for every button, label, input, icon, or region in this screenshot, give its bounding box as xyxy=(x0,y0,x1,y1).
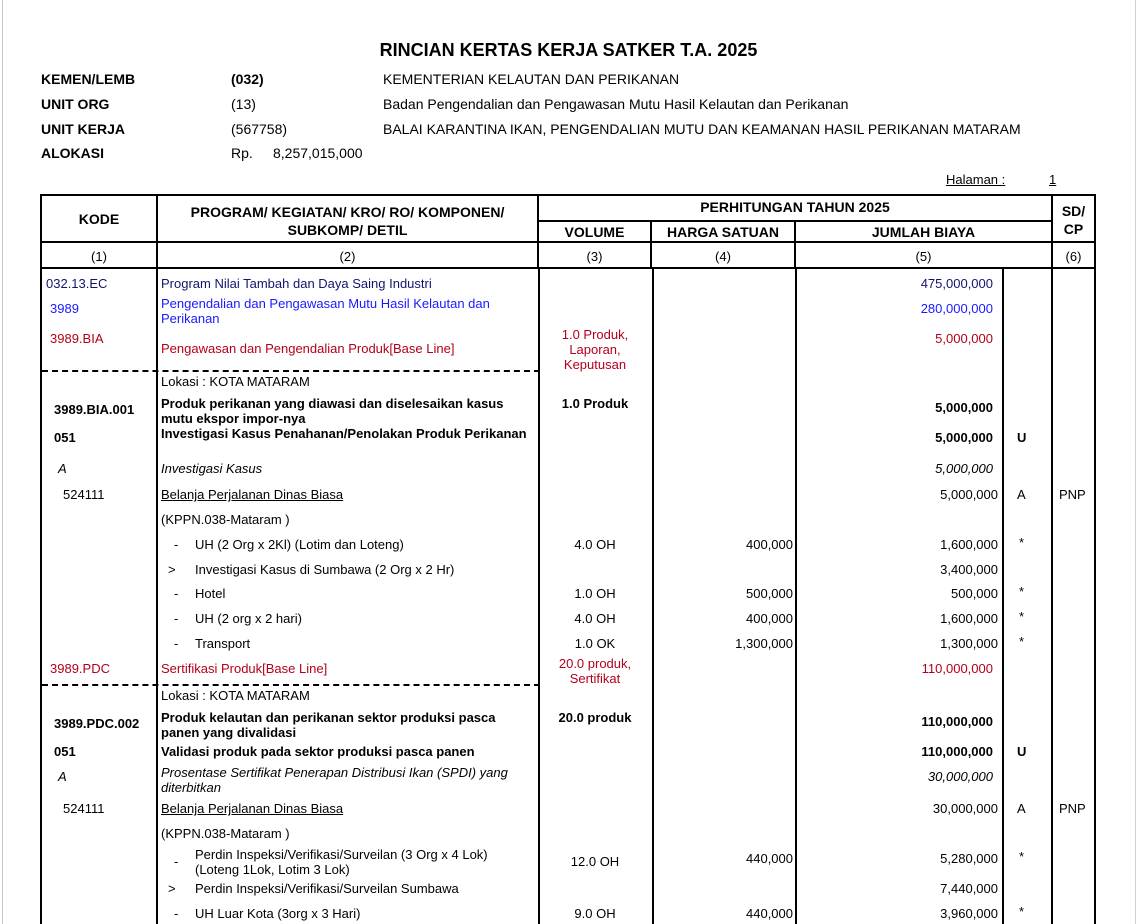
scrollbar-track[interactable] xyxy=(1135,0,1136,924)
header-currency-alokasi: Rp. xyxy=(231,145,253,161)
row-jumlah: 500,000 xyxy=(951,586,998,601)
row-jumlah: 30,000,000 xyxy=(932,801,998,816)
row-volume: 1.0 OH xyxy=(574,586,616,601)
row-jumlah: 5,000,000 xyxy=(935,430,993,445)
row-uraian: Validasi produk pada sektor produksi pasca panen xyxy=(161,744,475,759)
row-uraian: Pengendalian dan Pengawasan Mutu Hasil Kelautan dan Perikanan xyxy=(161,296,490,326)
row-kode: 524111 xyxy=(63,801,105,816)
row-kode: 524111 xyxy=(63,487,105,502)
row-volume: 4.0 OH xyxy=(574,537,616,552)
row-sdcp: PNP xyxy=(1059,801,1086,816)
row-uraian: Belanja Perjalanan Dinas Biasa xyxy=(161,487,344,502)
row-volume: 9.0 OH xyxy=(574,906,616,921)
row-uraian: (KPPN.038-Mataram ) xyxy=(161,512,290,527)
row-kode: 051 xyxy=(54,744,76,759)
header-label-kemen: KEMEN/LEMB xyxy=(41,71,136,87)
row-jumlah: 475,000,000 xyxy=(920,276,993,291)
row-kode: A xyxy=(58,769,67,784)
row-kode: A xyxy=(58,461,67,476)
row-bullet: - xyxy=(174,586,179,601)
row-jumlah: 30,000,000 xyxy=(927,769,993,784)
column-header-jumlah-biaya: JUMLAH BIAYA xyxy=(871,224,976,240)
row-jumlah: 5,280,000 xyxy=(940,851,998,866)
row-uraian: Produk kelautan dan perikanan sektor produksi pasca panen yang divalidasi xyxy=(161,710,496,740)
row-volume: 4.0 OH xyxy=(574,611,616,626)
row-flag: * xyxy=(1019,535,1025,550)
row-harga: 1,300,000 xyxy=(735,636,793,651)
row-jumlah: 110,000,000 xyxy=(921,661,993,676)
header-value-unit-org: Badan Pengendalian dan Pengawasan Mutu Hasil Kelautan dan Perikanan xyxy=(383,96,849,112)
row-jumlah: 3,400,000 xyxy=(940,562,998,577)
row-jumlah: 1,600,000 xyxy=(940,537,998,552)
row-bullet: - xyxy=(174,854,179,869)
row-volume: 20.0 produk xyxy=(558,710,632,725)
header-label-unit-kerja: UNIT KERJA xyxy=(41,121,126,137)
row-flag: * xyxy=(1019,634,1025,649)
row-flag: U xyxy=(1017,430,1027,445)
row-jumlah: 110,000,000 xyxy=(921,714,993,729)
column-number-5: (5) xyxy=(915,249,932,264)
row-volume: 1.0 OK xyxy=(574,636,616,651)
column-number-3: (3) xyxy=(586,249,603,264)
row-bullet: > xyxy=(168,562,176,577)
header-value-kemen: KEMENTERIAN KELAUTAN DAN PERIKANAN xyxy=(383,71,680,87)
row-harga: 400,000 xyxy=(746,537,793,552)
row-uraian: Lokasi : KOTA MATARAM xyxy=(161,688,310,703)
column-number-1: (1) xyxy=(91,249,107,264)
row-flag: * xyxy=(1019,904,1025,919)
row-jumlah: 7,440,000 xyxy=(940,881,998,896)
row-uraian: UH Luar Kota (3org x 3 Hari) xyxy=(195,906,361,921)
row-volume: 12.0 OH xyxy=(570,854,620,869)
row-uraian: Produk perikanan yang diawasi dan diselesaikan kasus mutu ekspor impor-nya xyxy=(161,396,504,426)
row-uraian: Lokasi : KOTA MATARAM xyxy=(161,374,310,389)
column-header-perhitungan: PERHITUNGAN TAHUN 2025 xyxy=(700,199,890,215)
row-jumlah: 1,300,000 xyxy=(940,636,998,651)
row-uraian: Hotel xyxy=(195,586,226,601)
column-number-6: (6) xyxy=(1065,249,1082,264)
row-jumlah: 1,600,000 xyxy=(940,611,998,626)
row-kode: 051 xyxy=(54,430,76,445)
header-value-alokasi: 8,257,015,000 xyxy=(273,145,363,161)
row-uraian: Transport xyxy=(195,636,251,651)
row-flag: * xyxy=(1019,849,1025,864)
row-uraian: Investigasi Kasus di Sumbawa (2 Org x 2 Hr) xyxy=(195,562,455,577)
row-uraian: Perdin Inspeksi/Verifikasi/Surveilan (3 Org x 4 Lok) (Loteng 1Lok, Lotim 3 Lok) xyxy=(195,847,488,877)
row-bullet: - xyxy=(174,537,179,552)
page-edge xyxy=(2,0,3,924)
row-kode: 3989.BIA.001 xyxy=(54,402,135,417)
row-flag: * xyxy=(1019,584,1025,599)
row-uraian: UH (2 Org x 2Kl) (Lotim dan Loteng) xyxy=(195,537,404,552)
document-title: RINCIAN KERTAS KERJA SATKER T.A. 2025 xyxy=(379,40,758,60)
row-flag: A xyxy=(1017,487,1026,502)
row-harga: 500,000 xyxy=(746,586,793,601)
row-kode: 3989.BIA xyxy=(50,331,104,346)
row-volume: 20.0 produk, Sertifikat xyxy=(558,656,632,686)
row-flag: A xyxy=(1017,801,1026,816)
row-jumlah: 5,000,000 xyxy=(935,461,993,476)
row-jumlah: 5,000,000 xyxy=(935,331,993,346)
row-kode: 3989.PDC xyxy=(50,661,110,676)
row-uraian: (KPPN.038-Mataram ) xyxy=(161,826,290,841)
row-bullet: - xyxy=(174,611,179,626)
row-kode: 3989.PDC.002 xyxy=(54,716,140,731)
row-flag: * xyxy=(1019,609,1025,624)
column-header-program: PROGRAM/ KEGIATAN/ KRO/ RO/ KOMPONEN/ SUBKOMP/ DETIL xyxy=(190,204,505,238)
row-uraian: Pengawasan dan Pengendalian Produk[Base Line] xyxy=(161,341,455,356)
row-bullet: - xyxy=(174,906,179,921)
row-uraian: Investigasi Kasus Penahanan/Penolakan Produk Perikanan xyxy=(161,426,527,441)
row-jumlah: 5,000,000 xyxy=(940,487,998,502)
row-jumlah: 3,960,000 xyxy=(940,906,998,921)
column-header-kode: KODE xyxy=(78,211,120,227)
row-uraian: UH (2 org x 2 hari) xyxy=(195,611,302,626)
row-harga: 400,000 xyxy=(746,611,793,626)
header-code-unit-kerja: (567758) xyxy=(231,121,288,137)
column-number-2: (2) xyxy=(339,249,356,264)
page-number: 1 xyxy=(1049,172,1057,187)
header-label-alokasi: ALOKASI xyxy=(41,145,104,161)
header-value-unit-kerja: BALAI KARANTINA IKAN, PENGENDALIAN MUTU DAN KEAMANAN HASIL PERIKANAN MATARAM xyxy=(383,121,1021,137)
row-jumlah: 280,000,000 xyxy=(920,301,993,316)
header-label-unit-org: UNIT ORG xyxy=(41,96,110,112)
row-uraian: Investigasi Kasus xyxy=(161,461,263,476)
row-uraian: Prosentase Sertifikat Penerapan Distribusi Ikan (SPDI) yang diterbitkan xyxy=(161,765,508,795)
column-number-4: (4) xyxy=(715,249,731,264)
header-code-unit-org: (13) xyxy=(231,96,256,112)
row-harga: 440,000 xyxy=(746,906,793,921)
row-kode: 032.13.EC xyxy=(46,276,108,291)
column-header-harga-satuan: HARGA SATUAN xyxy=(667,224,779,240)
header-code-kemen: (032) xyxy=(231,71,264,87)
row-uraian: Sertifikasi Produk[Base Line] xyxy=(161,661,328,676)
page-label: Halaman : xyxy=(946,172,1006,187)
row-harga: 440,000 xyxy=(746,851,793,866)
row-sdcp: PNP xyxy=(1059,487,1086,502)
row-uraian: Program Nilai Tambah dan Daya Saing Industri xyxy=(161,276,432,291)
row-kode: 3989 xyxy=(50,301,79,316)
row-flag: U xyxy=(1017,744,1027,759)
row-volume: 1.0 Produk, Laporan, Keputusan xyxy=(561,327,629,372)
row-jumlah: 5,000,000 xyxy=(935,400,993,415)
row-bullet: > xyxy=(168,881,176,896)
row-uraian: Belanja Perjalanan Dinas Biasa xyxy=(161,801,344,816)
row-jumlah: 110,000,000 xyxy=(921,744,993,759)
row-volume: 1.0 Produk xyxy=(561,396,629,411)
row-bullet: - xyxy=(174,636,179,651)
column-header-sdcp: SD/ CP xyxy=(1061,203,1086,237)
column-header-volume: VOLUME xyxy=(564,224,625,240)
row-uraian: Perdin Inspeksi/Verifikasi/Surveilan Sumbawa xyxy=(195,881,459,896)
